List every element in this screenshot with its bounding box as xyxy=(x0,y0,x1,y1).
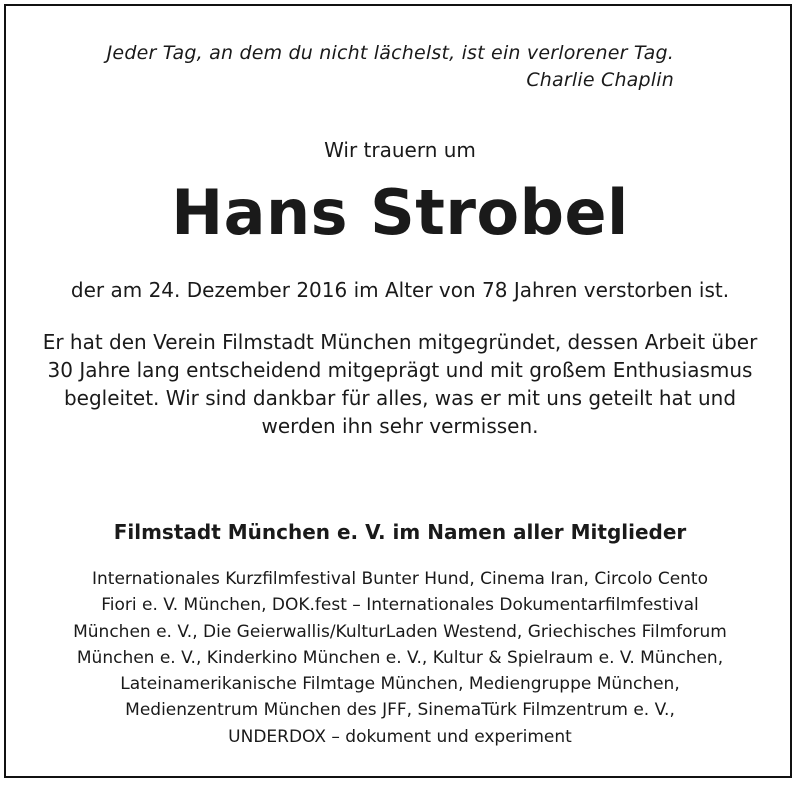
quote-text: Jeder Tag, an dem du nicht lächelst, ist ein verlorener Tag. xyxy=(106,42,674,64)
tribute-line: begleitet. Wir sind dankbar für alles, was er mit uns geteilt hat und xyxy=(63,386,737,410)
member-line: Lateinamerikanische Filmtage München, Mediengruppe München, xyxy=(120,674,680,695)
tribute-line: werden ihn sehr vermissen. xyxy=(261,414,539,438)
member-line: UNDERDOX – dokument und experiment xyxy=(228,726,572,747)
member-line: Internationales Kurzfilmfestival Bunter Hund, Cinema Iran, Circolo Cento xyxy=(91,569,709,589)
member-organizations xyxy=(0,566,800,750)
signer-heading: Filmstadt München e. V. im Namen aller Mitglieder xyxy=(113,520,687,544)
quote-author: Charlie Chaplin xyxy=(526,69,674,91)
deceased-name: Hans Strobel xyxy=(171,176,629,249)
member-line: München e. V., Die Geierwallis/KulturLaden Westend, Griechisches Filmforum xyxy=(73,621,727,642)
member-line: Fiori e. V. München, DOK.fest – Internationales Dokumentarfilmfestival xyxy=(101,595,699,616)
tribute-line: 30 Jahre lang entscheidend mitgeprägt und mit großem Enthusiasmus xyxy=(47,358,753,382)
death-line: der am 24. Dezember 2016 im Alter von 78 Jahren verstorben ist. xyxy=(70,278,730,302)
tribute-paragraph xyxy=(0,328,800,440)
epigraph xyxy=(107,40,674,94)
member-line: Medienzentrum München des JFF, SinemaTürk Filmzentrum e. V., xyxy=(125,700,675,721)
member-line: München e. V., Kinderkino München e. V., Kultur & Spielraum e. V. München, xyxy=(76,647,724,668)
tribute-line: Er hat den Verein Filmstadt München mitgegründet, dessen Arbeit über xyxy=(42,330,758,354)
intro-text: Wir trauern um xyxy=(324,138,476,162)
